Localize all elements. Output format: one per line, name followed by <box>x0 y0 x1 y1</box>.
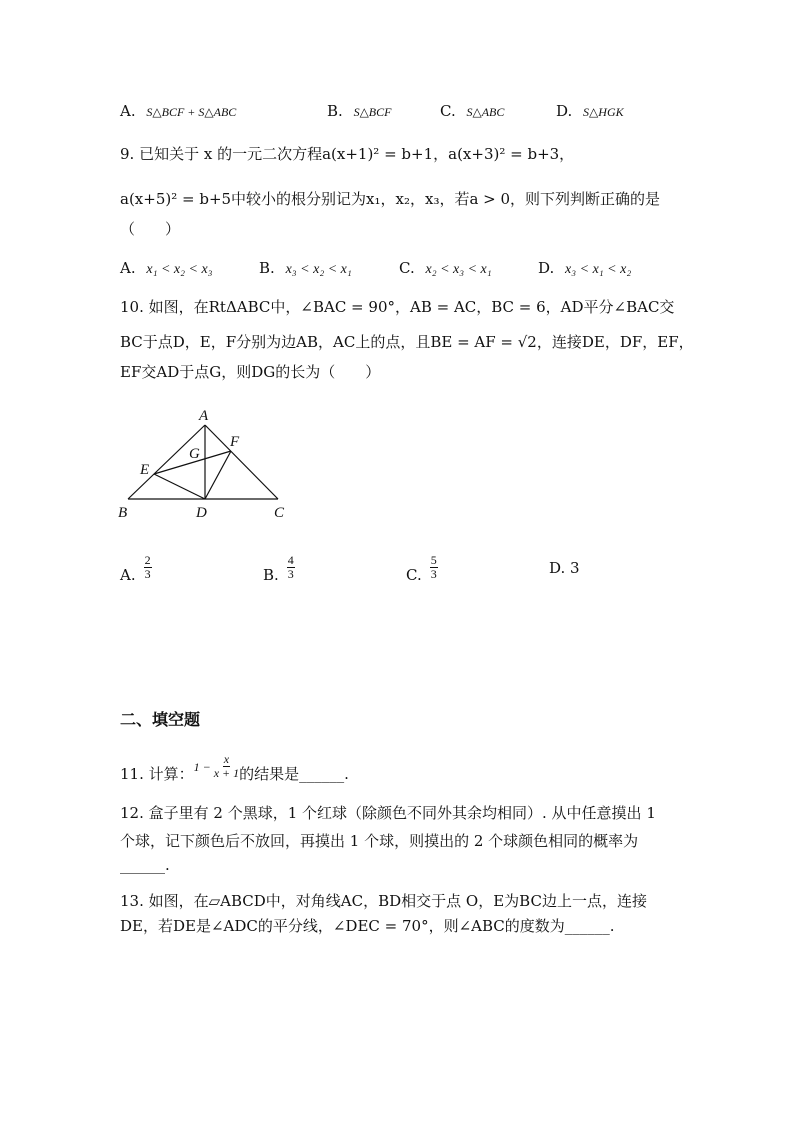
q10-option-b-numerator: 4 <box>287 553 294 568</box>
point-label-f: F <box>230 434 240 450</box>
q8-option-a-expr: S△BCF + S△ABC <box>146 105 237 119</box>
q11-line <box>120 752 349 783</box>
q10-option-b-fraction <box>287 554 295 580</box>
q11-suffix: 的结果是______. <box>239 765 349 783</box>
q10-option-c-fraction <box>430 554 438 580</box>
q10-option-c-denominator: 3 <box>430 567 437 581</box>
q8-option-d <box>556 104 624 119</box>
q10-option-b <box>263 552 295 583</box>
segment-ac <box>205 425 278 499</box>
q12-line-3: ______. <box>120 856 170 874</box>
q10-line-2: BC于点D，E，F分别为边AB，AC上的点，且BE = AF = √2，连接DE，DF，EF， <box>120 333 694 351</box>
point-label-e: E <box>140 462 150 478</box>
q10-option-b-denominator: 3 <box>287 567 294 581</box>
q9-line-1: 9. 已知关于 x 的一元二次方程a(x+1)² = b+1，a(x+3)² = b+3， <box>120 145 575 163</box>
q9-option-a-label: A. <box>120 259 136 277</box>
q9-option-d-expr: x₃ < x₁ < x₂ <box>565 262 632 277</box>
q9-option-d <box>538 261 631 277</box>
q8-option-d-expr: S△HGK <box>583 105 624 119</box>
q10-option-a-denominator: 3 <box>144 567 151 581</box>
triangle-figure <box>110 400 310 525</box>
section-heading-fill-in: 二、填空题 <box>120 710 201 729</box>
q11-expr-prefix: 1 − <box>193 759 211 774</box>
q10-option-c-numerator: 5 <box>430 553 437 568</box>
q10-option-a-fraction <box>144 554 152 580</box>
q8-option-c <box>440 104 504 119</box>
q9-option-c-expr: x₂ < x₃ < x₁ <box>425 262 492 277</box>
q11-prefix: 11. 计算： <box>120 765 194 783</box>
q9-option-a-expr: x₁ < x₂ < x₃ <box>146 262 213 277</box>
q8-option-a-label: A. <box>120 102 136 120</box>
q13-line-2: DE，若DE是∠ADC的平分线，∠DEC = 70°，则∠ABC的度数为______. <box>120 917 615 935</box>
q13-line-1: 13. 如图，在▱ABCD中，对角线AC，BD相交于点 O，E为BC边上一点，连接 <box>120 892 647 910</box>
point-label-d: D <box>196 505 207 521</box>
q8-option-b <box>327 104 391 119</box>
q9-option-b-expr: x₃ < x₂ < x₁ <box>285 262 352 277</box>
q8-option-c-label: C. <box>440 102 456 120</box>
q10-option-a-numerator: 2 <box>144 553 151 568</box>
segment-de <box>154 474 205 499</box>
q9-line-3: （ ） <box>120 220 181 238</box>
q10-option-d: D. 3 <box>549 559 580 577</box>
q8-option-c-expr: S△ABC <box>466 105 505 119</box>
point-label-b: B <box>118 505 128 521</box>
q11-denominator: x + 1 <box>213 766 240 780</box>
q10-option-c <box>406 552 438 583</box>
q9-option-d-label: D. <box>538 259 555 277</box>
q10-option-b-label: B. <box>263 566 279 584</box>
q9-option-c-label: C. <box>399 259 415 277</box>
q8-option-a <box>120 104 236 119</box>
q10-option-a <box>120 552 152 583</box>
q8-option-b-label: B. <box>327 102 343 120</box>
point-label-c: C <box>274 505 285 521</box>
q9-option-c <box>399 261 492 277</box>
q8-option-d-label: D. <box>556 102 573 120</box>
point-label-a: A <box>199 408 209 424</box>
point-label-g: G <box>189 446 200 462</box>
q12-line-2: 个球，记下颜色后不放回，再摸出 1 个球，则摸出的 2 个球颜色相同的概率为 <box>120 832 639 850</box>
q9-option-a <box>120 261 213 277</box>
q12-line-1: 12. 盒子里有 2 个黑球，1 个红球（除颜色不同外其余均相同）. 从中任意摸出 1 <box>120 804 656 822</box>
q9-option-b <box>259 261 352 277</box>
q8-option-b-expr: S△BCF <box>353 105 392 119</box>
q9-option-b-label: B. <box>259 259 275 277</box>
q9-line-2: a(x+5)² = b+5中较小的根分别记为x₁，x₂，x₃，若a > 0，则下列判断正确的是 <box>120 190 661 208</box>
q10-option-c-label: C. <box>406 566 422 584</box>
q11-numerator: x <box>223 752 230 767</box>
q11-fraction <box>214 753 239 779</box>
q10-line-1: 10. 如图，在RtΔABC中，∠BAC = 90°，AB = AC，BC = 6，AD平分∠BAC交 <box>120 298 675 316</box>
q10-line-3: EF交AD于点G，则DG的长为（ ） <box>120 363 381 381</box>
q10-option-a-label: A. <box>120 566 136 584</box>
